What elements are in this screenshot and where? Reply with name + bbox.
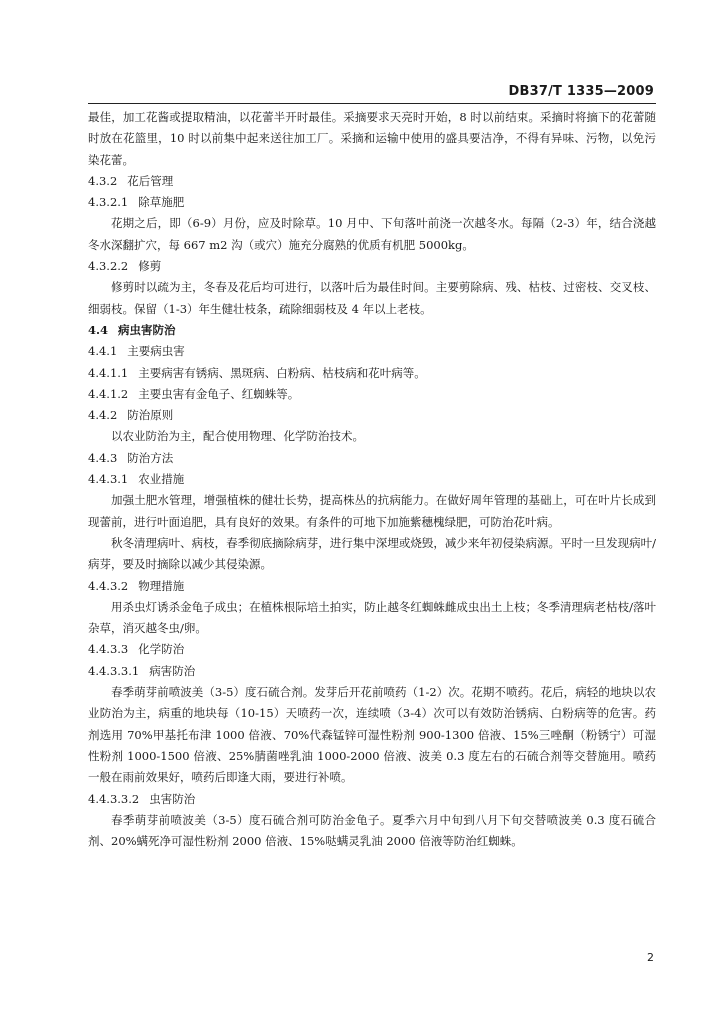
header-rule [88,103,656,104]
section-number: 4.4.3.2 [88,578,129,593]
section-heading [88,192,656,213]
section-heading [88,384,656,405]
section-heading [88,341,656,362]
document-body [88,107,656,852]
section-number: 4.4.3 [88,450,118,465]
section-title: 病虫害防治 [118,322,176,337]
section-heading [88,661,656,682]
body-paragraph: 修剪时以疏为主，冬春及花后均可进行，以落叶后为最佳时间。主要剪除病、残、枯枝、过密枝、交叉枝、细弱枝。保留（1-3）年生健壮枝条，疏除细弱枝及 4 年以上老枝。 [88,280,656,316]
section-number: 4.4 [88,322,109,337]
section-heading [88,469,656,490]
section-title: 主要病害有锈病、黑斑病、白粉病、枯枝病和花叶病等。 [138,365,426,380]
body-paragraph: 春季萌芽前喷波美（3-5）度石硫合剂。发芽后开花前喷药（1-2）次。花期不喷药。花后，病轻的地块以农业防治为主，病重的地块每（10-15）天喷药一次，连续喷（3-4）次可以有效防治锈病、白粉病等的危害。药剂选用 70%甲基托布津 1000 倍液、70%代森锰锌可湿性粉剂 900-1300 倍液、15%三唑酮（粉锈宁）可湿性粉剂 1000-1500 倍液、25%腈菌唑乳油 1000-2000 倍液、波美 0.3 度左右的石硫合剂等交替施用。喷药一般在雨前效果好，喷药后即逢大雨，要进行补喷。 [88,685,656,785]
section-number: 4.3.2 [88,173,118,188]
body-paragraph: 最佳，加工花酱或提取精油，以花蕾半开时最佳。采摘要求天亮时开始，8 时以前结束。采摘时将摘下的花蕾随时放在花篮里，10 时以前集中起来送往加工厂。采摘和运输中使用的盛具要洁净，不得有异味、污物，以免污染花蕾。 [88,110,656,167]
body-paragraph: 加强土肥水管理，增强植株的健壮长势，提高株丛的抗病能力。在做好周年管理的基础上，可在叶片长成到现蕾前，进行叶面追肥，具有良好的效果。有条件的可地下加施紫穗槐绿肥，可防治花叶病。 [88,493,656,529]
section-title: 化学防治 [138,642,185,657]
section-title: 主要虫害有金龟子、红蜘蛛等。 [138,386,300,401]
section-heading [88,789,656,810]
section-title: 物理措施 [138,578,185,593]
section-heading [88,448,656,469]
section-title: 主要病虫害 [127,344,185,359]
body-paragraph: 秋冬清理病叶、病枝，春季彻底摘除病芽，进行集中深埋或烧毁，减少来年初侵染病源。平时一旦发现病叶/病芽，要及时摘除以减少其侵染源。 [88,535,656,572]
section-heading [88,576,656,597]
section-title: 防治原则 [127,408,174,423]
section-number: 4.4.1 [88,344,118,359]
section-heading [88,639,656,660]
section-number: 4.4.2 [88,408,118,423]
section-title: 除草施肥 [138,195,185,210]
standard-code: DB37/T 1335—2009 [508,84,654,99]
section-heading [88,320,656,341]
body-paragraph: 花期之后，即（6-9）月份，应及时除草。10 月中、下旬落叶前浇一次越冬水。每隔（2-3）年，结合浇越冬水深翻扩穴，每 667 m2 沟（或穴）施充分腐熟的优质有机肥 5000kg。 [88,216,656,252]
body-paragraph: 以农业防治为主，配合使用物理、化学防治技术。 [111,429,364,444]
section-number: 4.4.1.2 [88,386,129,401]
section-title: 农业措施 [138,472,185,487]
section-number: 4.4.3.1 [88,472,129,487]
section-number: 4.4.3.3 [88,642,129,657]
section-number: 4.3.2.1 [88,195,129,210]
section-title: 修剪 [138,259,162,274]
page-number: 2 [647,951,654,964]
section-heading [88,363,656,384]
section-title: 花后管理 [127,173,174,188]
section-title: 病害防治 [149,663,196,678]
section-heading [88,171,656,192]
section-number: 4.4.3.3.2 [88,791,140,806]
section-heading [88,256,656,277]
section-number: 4.4.1.1 [88,365,129,380]
body-paragraph: 用杀虫灯诱杀金龟子成虫；在植株根际培土拍实，防止越冬红蜘蛛雌成虫出土上枝；冬季清理病老枯枝/落叶杂草，消灭越冬虫/卵。 [88,599,656,636]
section-title: 防治方法 [127,450,174,465]
section-title: 虫害防治 [149,791,196,806]
section-number: 4.3.2.2 [88,259,129,274]
section-heading [88,405,656,426]
body-paragraph: 春季萌芽前喷波美（3-5）度石硫合剂可防治金龟子。夏季六月中旬到八月下旬交替喷波美 0.3 度石硫合剂、20%螨死净可湿性粉剂 2000 倍液、15%哒螨灵乳油 2000 倍液等防治红蜘蛛。 [88,812,656,849]
section-number: 4.4.3.3.1 [88,663,140,678]
